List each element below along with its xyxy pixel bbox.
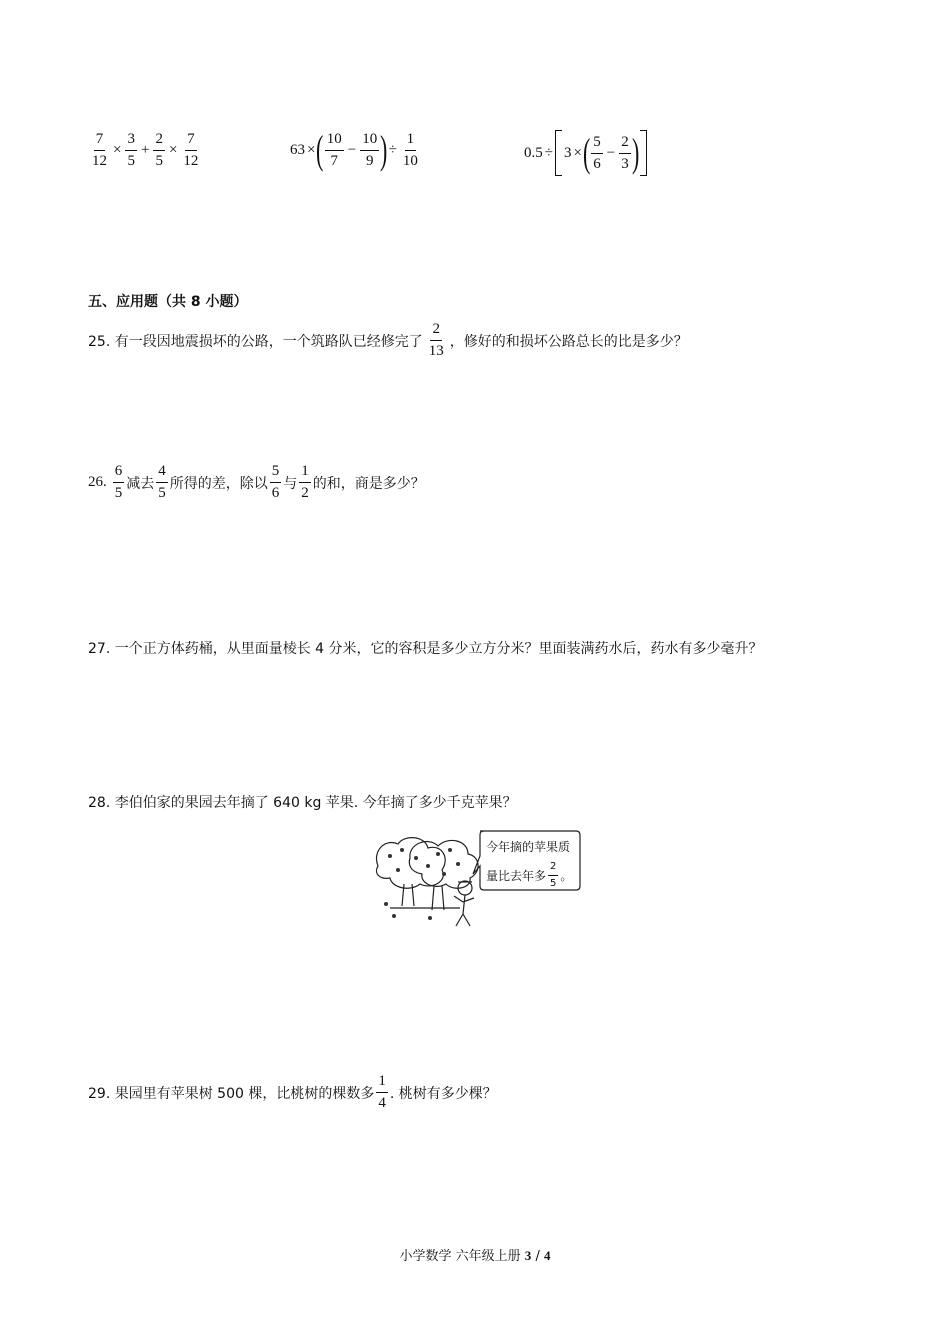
fraction: $\frac{7}{12}$ [92,131,107,169]
speech-bubble-line-2: 量比去年多 $\frac{2}{5}$ 。 [486,861,573,889]
section-title: 五、应用题（共 8 小题） [88,294,248,310]
question-27: 27. 一个正方体药桶，从里面量棱长 4 分米，它的容积是多少立方分米？里面装满药水后，药水有多少毫升？ [88,641,763,657]
expression-3: 0.5 ÷ 3 × ( $\frac{5}{6}$ − $\frac{2}{3}$ ) [524,130,647,176]
fraction: $\frac{4}{5}$ [158,463,166,501]
fraction: $\frac{2}{5}$ [155,131,163,169]
question-25: 25. 有一段因地震损坏的公路，一个筑路队已经修完了 $\frac{2}{13}$ ，修好的和损坏公路总长的比是多少？ [88,321,688,359]
fraction: $\frac{6}{5}$ [114,463,123,501]
fraction: $\frac{5}{6}$ [271,463,280,501]
fraction: $\frac{10}{7}$ [326,130,342,169]
page-footer: 小学数学 六年级上册 3 / 4 [399,1248,551,1264]
apple-orchard-illustration [370,826,582,932]
fraction: $\frac{10}{9}$ [362,130,378,169]
fraction: $\frac{2}{13}$ [428,321,444,359]
fraction: $\frac{3}{5}$ [127,131,135,169]
fraction: $\frac{1}{4}$ [378,1073,386,1111]
fraction: $\frac{2}{3}$ [621,133,629,172]
fraction: $\frac{1}{2}$ [301,463,309,501]
expression-1: $\frac{7}{12}$ × $\frac{3}{5}$ + $\frac{2}{5}$ × $\frac{7}{12}$ [92,131,199,169]
fraction: $\frac{5}{6}$ [593,133,601,172]
fraction: $\frac{1}{10}$ [402,130,418,169]
question-28: 28. 李伯伯家的果园去年摘了 640 kg 苹果. 今年摘了多少千克苹果？ [88,795,517,811]
fraction: $\frac{7}{12}$ [183,131,199,169]
question-29: 29. 果园里有苹果树 500 棵，比桃树的棵数多 $\frac{1}{4}$ . 桃树有多少棵？ [88,1073,497,1111]
speech-bubble-line-1: 今年摘的苹果质 [486,840,571,854]
question-26: 26. $\frac{6}{5}$ 减去 $\frac{4}{5}$ 所得的差，除以 $\frac{5}{6}$ 与 $\frac{1}{2}$ 的和，商是多少？ [88,463,425,501]
expression-2: 63 × ( $\frac{10}{7}$ − $\frac{10}{9}$ ) ÷ $\frac{1}{10}$ [290,127,418,172]
